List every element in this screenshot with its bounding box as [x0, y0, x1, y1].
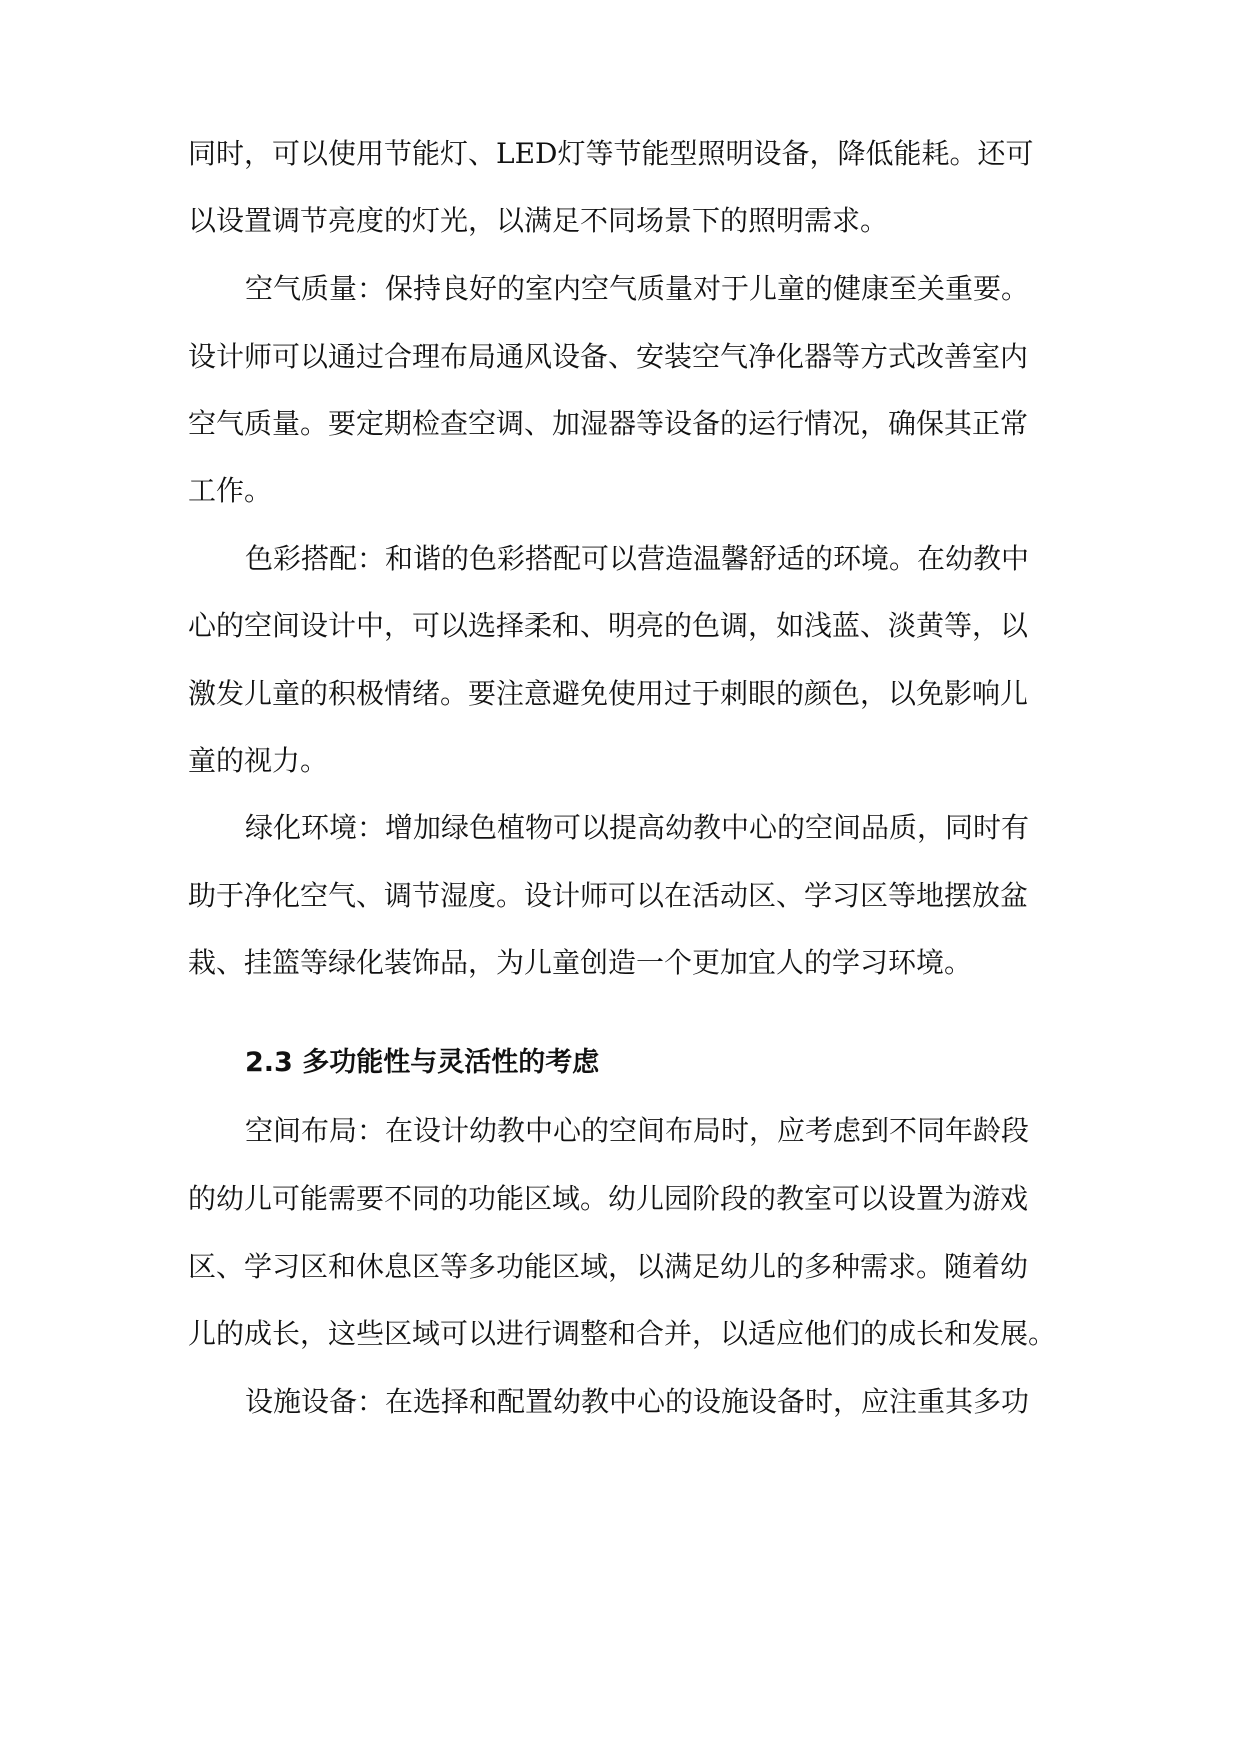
text-line: 栽、挂篮等绿化装饰品，为儿童创造一个更加宜人的学习环境。	[188, 946, 973, 979]
text-line: 空气质量。要定期检查空调、加湿器等设备的运行情况，确保其正常	[188, 407, 1029, 440]
text-line: 区、学习区和休息区等多功能区域，以满足幼儿的多种需求。随着幼	[188, 1250, 1029, 1283]
text-line: 以设置调节亮度的灯光，以满足不同场景下的照明需求。	[188, 204, 889, 237]
text-line: 同时，可以使用节能灯、LED灯等节能型照明设备，降低能耗。还可	[188, 137, 1034, 170]
paragraph-start-greening: 绿化环境：增加绿色植物可以提高幼教中心的空间品质，同时有	[245, 811, 1030, 844]
text-line: 儿的成长，这些区域可以进行调整和合并，以适应他们的成长和发展。	[188, 1317, 1057, 1350]
text-line: 设计师可以通过合理布局通风设备、安装空气净化器等方式改善室内	[188, 340, 1029, 373]
text-line: 工作。	[188, 474, 273, 507]
paragraph-start-space-layout: 空间布局：在设计幼教中心的空间布局时，应考虑到不同年龄段	[245, 1114, 1030, 1147]
text-line: 的幼儿可能需要不同的功能区域。幼儿园阶段的教室可以设置为游戏	[188, 1182, 1029, 1215]
paragraph-start-air-quality: 空气质量：保持良好的室内空气质量对于儿童的健康至关重要。	[245, 272, 1030, 305]
text-line: 心的空间设计中，可以选择柔和、明亮的色调，如浅蓝、淡黄等，以	[188, 609, 1029, 642]
section-heading: 2.3 多功能性与灵活性的考虑	[245, 1047, 600, 1078]
paragraph-start-color-matching: 色彩搭配：和谐的色彩搭配可以营造温馨舒适的环境。在幼教中	[245, 542, 1030, 575]
paragraph-start-facilities: 设施设备：在选择和配置幼教中心的设施设备时，应注重其多功	[245, 1385, 1030, 1418]
text-line: 激发儿童的积极情绪。要注意避免使用过于刺眼的颜色，以免影响儿	[188, 677, 1029, 710]
text-line: 助于净化空气、调节湿度。设计师可以在活动区、学习区等地摆放盆	[188, 879, 1029, 912]
text-line: 童的视力。	[188, 744, 329, 777]
